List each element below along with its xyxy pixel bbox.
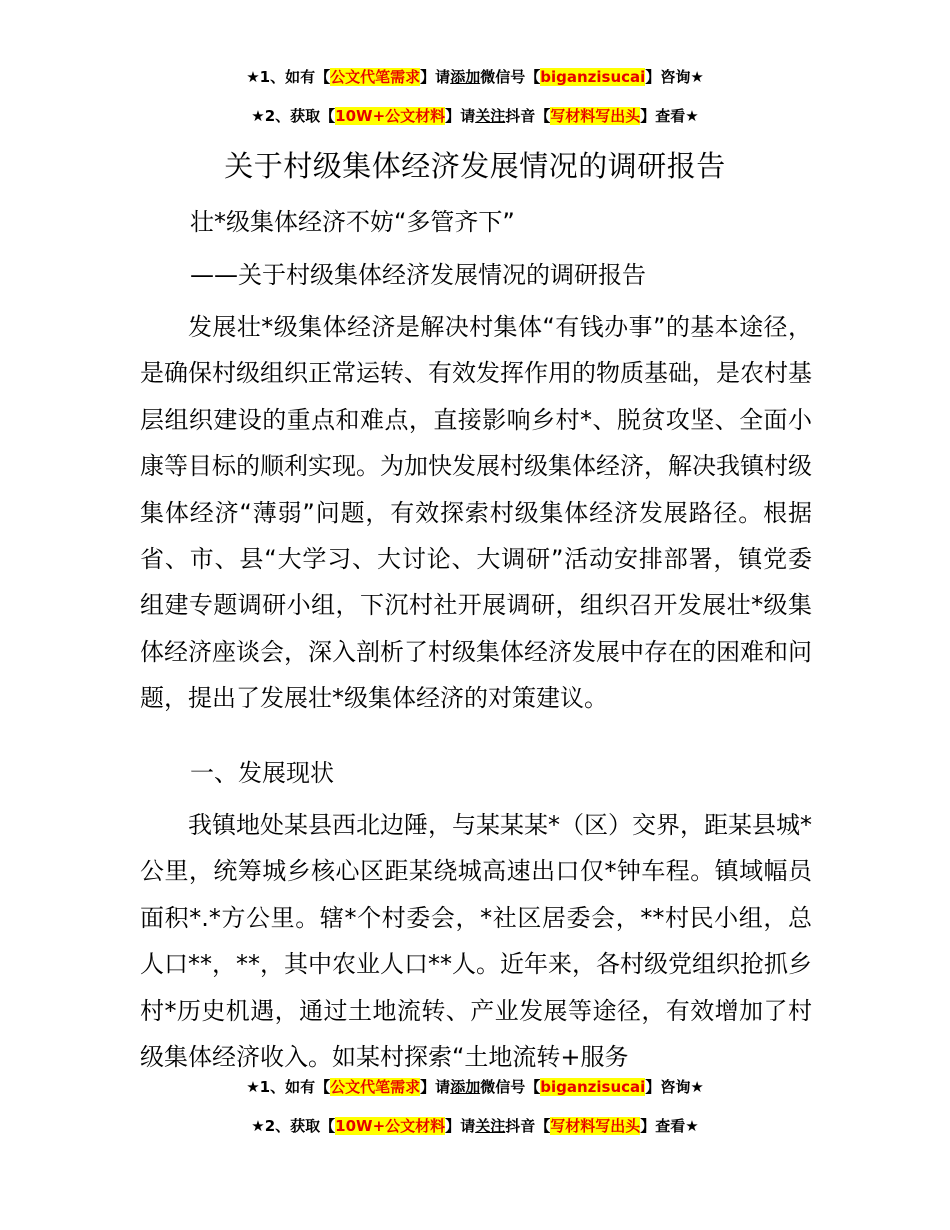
promo-line-2-bottom [0,1115,950,1137]
section-heading-current-status: 一、发展现状 [190,759,334,787]
promo-text: 抖音 [505,107,536,125]
bracket-open: 【 [320,107,336,125]
bracket-close: 】 [640,1117,656,1135]
bracket-open: 【 [315,1078,331,1096]
promo-emphasis: 添加 [450,1078,481,1096]
highlight-service: 公文代笔需求 [330,1078,421,1096]
promo-line-1-bottom [0,1076,950,1098]
promo-emphasis: 关注 [475,1117,506,1135]
subtitle-primary: 壮*级集体经济不妨“多管齐下” [190,208,515,236]
bracket-open: 【 [525,1078,541,1096]
bracket-close: 】 [445,107,461,125]
highlight-materials: 10W+公文材料 [335,1117,446,1135]
bracket-close: 】 [645,68,661,86]
bracket-close: 】 [645,1078,661,1096]
page-title: 关于村级集体经济发展情况的调研报告 [224,149,726,183]
promo-suffix: 咨询★ [660,1078,704,1096]
bracket-open: 【 [535,107,551,125]
bracket-close: 】 [420,1078,436,1096]
promo-text: 请 [435,68,451,86]
paragraph-intro: 发展壮*级集体经济是解决村集体“有钱办事”的基本途径，是确保村级组织正常运转、有效发挥作用的物质基础，是农村基层组织建设的重点和难点，直接影响乡村*、脱贫攻坚、全面小康等目标的顺利实现。为加快发展村级集体经济，解决我镇村级集体经济“薄弱”问题，有效探索村级集体经济发展路径。根据省、市、县“大学习、大讨论、大调研”活动安排部署，镇党委组建专题调研小组，下沉村社开展调研，组织召开发展壮*级集体经济座谈会，深入剖析了村级集体经济发展中存在的困难和问题，提出了发展壮*级集体经济的对策建议。 [140,313,812,713]
promo-suffix: 咨询★ [660,68,704,86]
promo-suffix: 查看★ [655,107,699,125]
promo-line-1-top [0,66,950,88]
promo-prefix: ★2、获取 [251,1117,321,1135]
promo-emphasis: 关注 [475,107,506,125]
bracket-open: 【 [320,1117,336,1135]
bracket-open: 【 [315,68,331,86]
highlight-douyin-id: 写材料写出头 [550,1117,641,1135]
highlight-wechat-id: biganzisucai [540,1078,646,1096]
bracket-close: 】 [445,1117,461,1135]
highlight-douyin-id: 写材料写出头 [550,107,641,125]
promo-text: 微信号 [480,1078,526,1096]
subtitle-secondary: ——关于村级集体经济发展情况的调研报告 [190,261,646,289]
promo-emphasis: 添加 [450,68,481,86]
promo-suffix: 查看★ [655,1117,699,1135]
bracket-open: 【 [525,68,541,86]
bracket-close: 】 [420,68,436,86]
highlight-materials: 10W+公文材料 [335,107,446,125]
promo-text: 请 [460,107,476,125]
highlight-service: 公文代笔需求 [330,68,421,86]
promo-text: 抖音 [505,1117,536,1135]
promo-prefix: ★1、如有 [246,68,316,86]
promo-text: 微信号 [480,68,526,86]
promo-text: 请 [460,1117,476,1135]
promo-text: 请 [435,1078,451,1096]
promo-prefix: ★2、获取 [251,107,321,125]
paragraph-current-status: 我镇地处某县西北边陲，与某某某*（区）交界，距某县城*公里，统筹城乡核心区距某绕城高速出口仅*钟车程。镇域幅员面积*.*方公里。辖*个村委会，*社区居委会，**村民小组，总人口**，**，其中农业人口**人。近年来，各村级党组织抢抓乡村*历史机遇，通过土地流转、产业发展等途径，有效增加了村级集体经济收入。如某村探索“土地流转+服务 [140,811,812,1072]
promo-line-2-top [0,105,950,127]
promo-prefix: ★1、如有 [246,1078,316,1096]
bracket-close: 】 [640,107,656,125]
bracket-open: 【 [535,1117,551,1135]
highlight-wechat-id: biganzisucai [540,68,646,86]
